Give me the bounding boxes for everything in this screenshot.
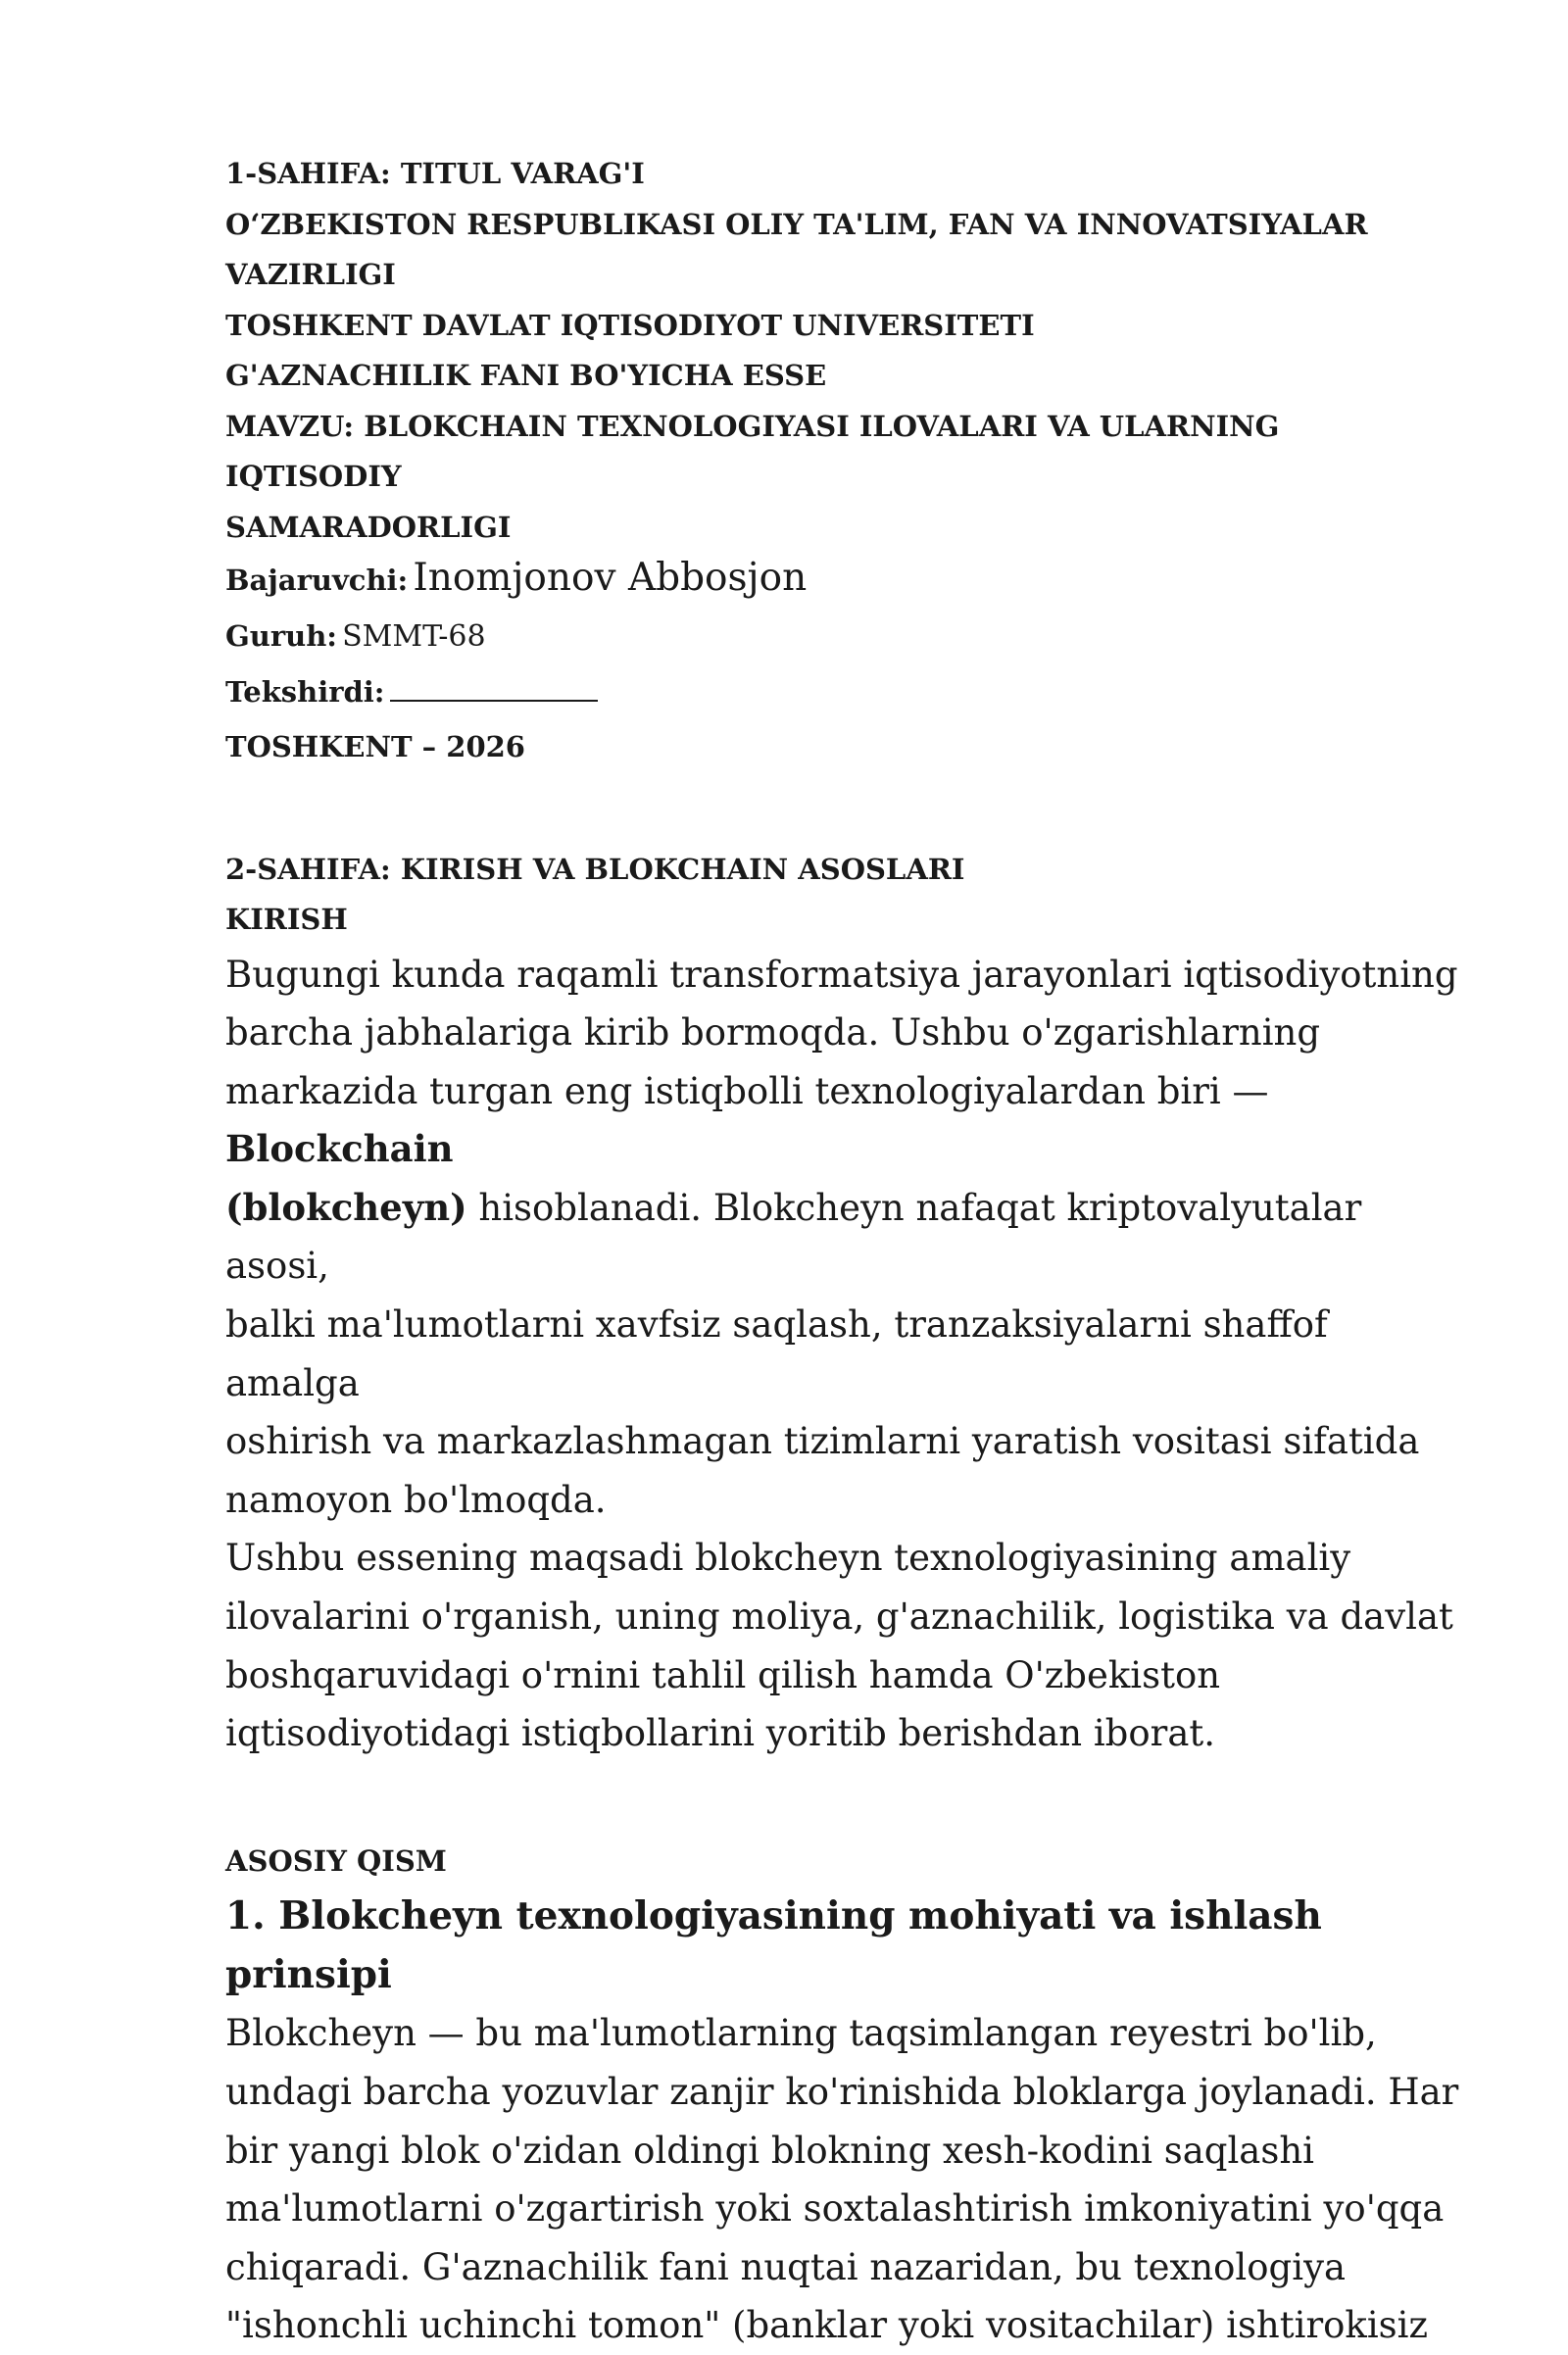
author-row [225,553,1460,611]
document-page [225,149,1460,2355]
page-label: 1-SAHIFA: TITUL VARAG'I [225,157,645,190]
intro-heading: KIRISH [225,903,348,936]
main-paragraph [225,2004,1460,2355]
text-run: hisoblanadi. Blokcheyn nafaqat kriptovalyutalar asosi, [225,1186,1362,1288]
signature-blank-line [390,680,598,702]
blockchain-term: Blockchain [225,1127,454,1171]
section-spacer [225,773,1460,845]
text-line [225,1179,1460,1296]
text-line: boshqaruvidagi o'rnini tahlil qilish hamda O'zbekiston [225,1653,1221,1696]
text-line [225,1062,1460,1179]
text-line: bir yangi blok o'zidan oldingi blokning xesh-kodini saqlashi [225,2129,1315,2172]
text-line: barcha jabhalariga kirib bormoqda. Ushbu o'zgarishlarning [225,1011,1321,1055]
text-line: ma'lumotlarni o'zgartirish yoki soxtalashtirish imkoniyatini yo'qqa [225,2187,1445,2231]
text-line: namoyon bo'lmoqda. [225,1478,607,1521]
text-line: ilovalarini o'rganish, uning moliya, g'aznachilik, logistika va davlat [225,1595,1453,1639]
text-line: "ishonchli uchinchi tomon" (banklar yoki vositachilar) ishtirokisiz [225,2304,1428,2347]
group-value: SMMT-68 [342,619,486,654]
subsection-heading: 1. Blokcheyn texnologiyasining mohiyati va ishlash prinsipi [225,1893,1322,1998]
text-line: Ushbu essening maqsadi blokcheyn texnologiyasining amaliy [225,1537,1351,1580]
text-line: oshirish va markazlashmagan tizimlarni yaratish vositasi sifatida [225,1420,1420,1463]
page-label-2: 2-SAHIFA: KIRISH VA BLOKCHAIN ASOSLARI [225,852,965,886]
text-line: balki ma'lumotlarni xavfsiz saqlash, tranzaksiyalarni shaffof amalga [225,1303,1328,1404]
ministry-line-2: VAZIRLIGI [225,258,396,291]
title-page-section [225,149,1460,773]
group-label: Guruh: [225,619,338,653]
ministry-line-1: O‘ZBEKISTON RESPUBLIKASI OLIY TA'LIM, FAN VA INNOVATSIYALAR [225,207,1368,241]
section-spacer [225,1763,1460,1837]
text-line: undagi barcha yozuvlar zanjir ko'rinishida bloklarga joylanadi. Har [225,2070,1459,2113]
text-run: markazida turgan eng istiqbolli texnologiyalardan biri — [225,1069,1269,1112]
topic-line-1: MAVZU: BLOKCHAIN TEXNOLOGIYASI ILOVALARI VA ULARNING IQTISODIY [225,409,1280,493]
intro-section [225,845,1460,1763]
checker-label: Tekshirdi: [225,675,385,709]
main-part-section [225,1837,1460,2355]
essay-type: G'AZNACHILIK FANI BO'YICHA ESSE [225,359,827,392]
university-name: TOSHKENT DAVLAT IQTISODIYOT UNIVERSITETI [225,308,1035,342]
topic-line-2: SAMARADORLIGI [225,510,512,544]
city-year: TOSHKENT – 2026 [225,730,525,763]
author-value: Inomjonov Abbosjon [413,556,808,600]
text-line: Blokcheyn — bu ma'lumotlarning taqsimlangan reyestri bo'lib, [225,2012,1377,2055]
blokcheyn-term: (blokcheyn) [225,1185,467,1229]
text-line: iqtisodiyotidagi istiqbollarini yoritib berishdan iborat. [225,1712,1216,1755]
intro-paragraph-1 [225,946,1460,1530]
text-line: chiqaradi. G'aznachilik fani nuqtai nazaridan, bu texnologiya [225,2245,1347,2288]
author-label: Bajaruvchi: [225,564,409,597]
intro-paragraph-2 [225,1529,1460,1762]
checker-row [225,666,1460,722]
text-line: Bugungi kunda raqamli transformatsiya jarayonlari iqtisodiyotning [225,953,1458,996]
main-part-heading: ASOSIY QISM [225,1843,447,1878]
group-row [225,611,1460,666]
